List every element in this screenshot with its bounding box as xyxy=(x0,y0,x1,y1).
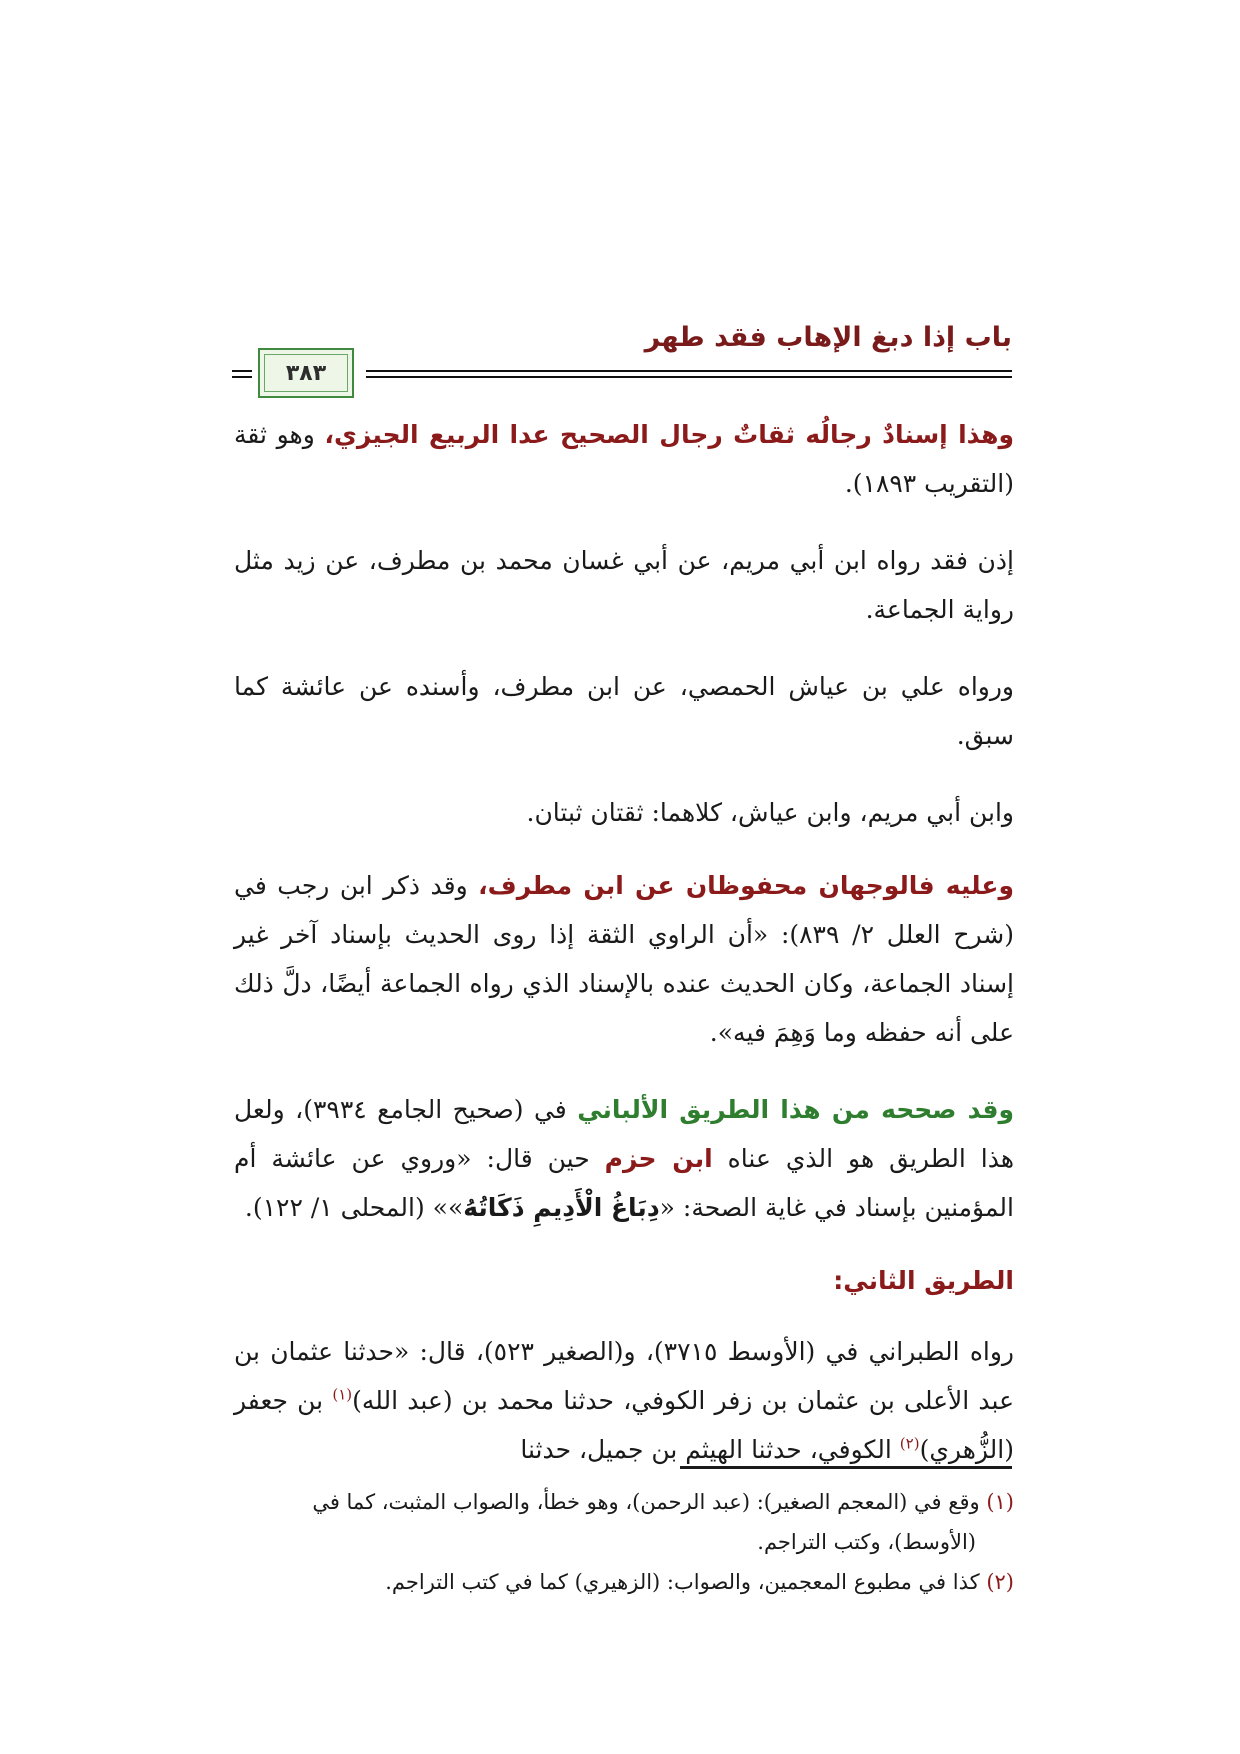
footnote-text: (الأوسط)، وكتب التراجم. xyxy=(757,1530,976,1554)
paragraph-4: وابن أبي مريم، وابن عياش، كلاهما: ثقتان ثبتان. xyxy=(526,798,1014,827)
paragraph-5 xyxy=(234,861,1014,1057)
header-rule xyxy=(366,370,1012,372)
main-text xyxy=(234,410,1014,1502)
footnote-number: (١) xyxy=(986,1490,1014,1514)
footnote-text: كذا في مطبوع المعجمين، والصواب: (الزهيري) كما في كتب التراجم. xyxy=(385,1570,987,1594)
paragraph-text: في (صحيح الجامع ٣٩٣٤)، ولعل هذا الطريق هو الذي عناه xyxy=(234,1095,1015,1173)
paragraph-text: حين قال: «وروي عن عائشة أم المؤمنين بإسناد في غاية الصحة: « xyxy=(234,1144,1014,1222)
footnote-text: وقع في (المعجم الصغير): (عبد الرحمن)، وهو خطأ، والصواب المثبت، كما في xyxy=(312,1490,987,1514)
paragraph-2: إذن فقد رواه ابن أبي مريم، عن أبي غسان محمد بن مطرف، عن زيد مثل رواية الجماعة. xyxy=(234,546,1014,624)
footnote-number: (٢) xyxy=(986,1570,1014,1594)
footnotes xyxy=(234,1482,1014,1602)
paragraph-text: بن جعفر (الزُّهري) xyxy=(234,1386,1014,1464)
section-subheading: الطريق الثاني: xyxy=(833,1266,1014,1295)
highlight-text: وعليه فالوجهان محفوظان عن ابن مطرف، xyxy=(478,871,1014,900)
paragraph-3: ورواه علي بن عياش الحمصي، عن ابن مطرف، وأسنده عن عائشة كما سبق. xyxy=(234,672,1014,750)
highlight-name: ابن حزم xyxy=(604,1144,713,1173)
paragraph-text: رواه الطبراني في (الأوسط ٣٧١٥)، و(الصغير ٥٢٣)، قال: «حدثنا عثمان بن عبد الأعلى بن عثمان بن زفر الكوفي، حدثنا محمد بن (عبد الله) xyxy=(234,1337,1015,1415)
paragraph-text: »» (المحلى ١/ ١٢٢). xyxy=(244,1193,464,1222)
paragraph-1 xyxy=(234,410,1014,508)
footnote-separator xyxy=(680,1466,1012,1469)
header-rule xyxy=(366,376,1012,378)
paragraph-6 xyxy=(234,1085,1014,1232)
page-number: ٣٨٣ xyxy=(285,360,327,386)
page-header xyxy=(232,318,1012,388)
footnote-1 xyxy=(234,1482,1014,1522)
footnote-1-cont xyxy=(234,1522,1014,1562)
hadith-text: دِبَاغُ الْأَدِيمِ ذَكَاتُهُ xyxy=(463,1193,660,1222)
header-rule-short xyxy=(232,370,252,372)
footnote-ref[interactable]: (١) xyxy=(332,1385,353,1404)
page-number-frame xyxy=(258,348,354,398)
paragraph-text: وقد ذكر ابن رجب في (شرح العلل ٢/ ٨٣٩): «أن الراوي الثقة إذا روى الحديث بإسناد آخر غير إسناد الجماعة، وكان الحديث عنده بالإسناد الذي رواه الجماعة أيضًا، دلَّ ذلك على أنه حفظه وما وَهِمَ فيه». xyxy=(234,871,1015,1047)
highlight-text-green: وقد صححه من هذا الطريق الألباني xyxy=(577,1095,1015,1124)
footnote-ref[interactable]: (٢) xyxy=(899,1434,920,1453)
paragraph-7 xyxy=(234,1327,1014,1474)
footnote-2 xyxy=(234,1562,1014,1602)
paragraph-text: الكوفي، حدثنا الهيثم بن جميل، حدثنا xyxy=(520,1435,900,1464)
paragraph-text: وهو ثقة (التقريب ١٨٩٣). xyxy=(234,420,1014,498)
running-title: باب إذا دبغ الإهاب فقد طهر xyxy=(644,322,1012,353)
highlight-text: وهذا إسنادٌ رجالُه ثقاتٌ رجال الصحيح عدا الربيع الجيزي، xyxy=(324,420,1014,449)
header-rule-short xyxy=(232,376,252,378)
